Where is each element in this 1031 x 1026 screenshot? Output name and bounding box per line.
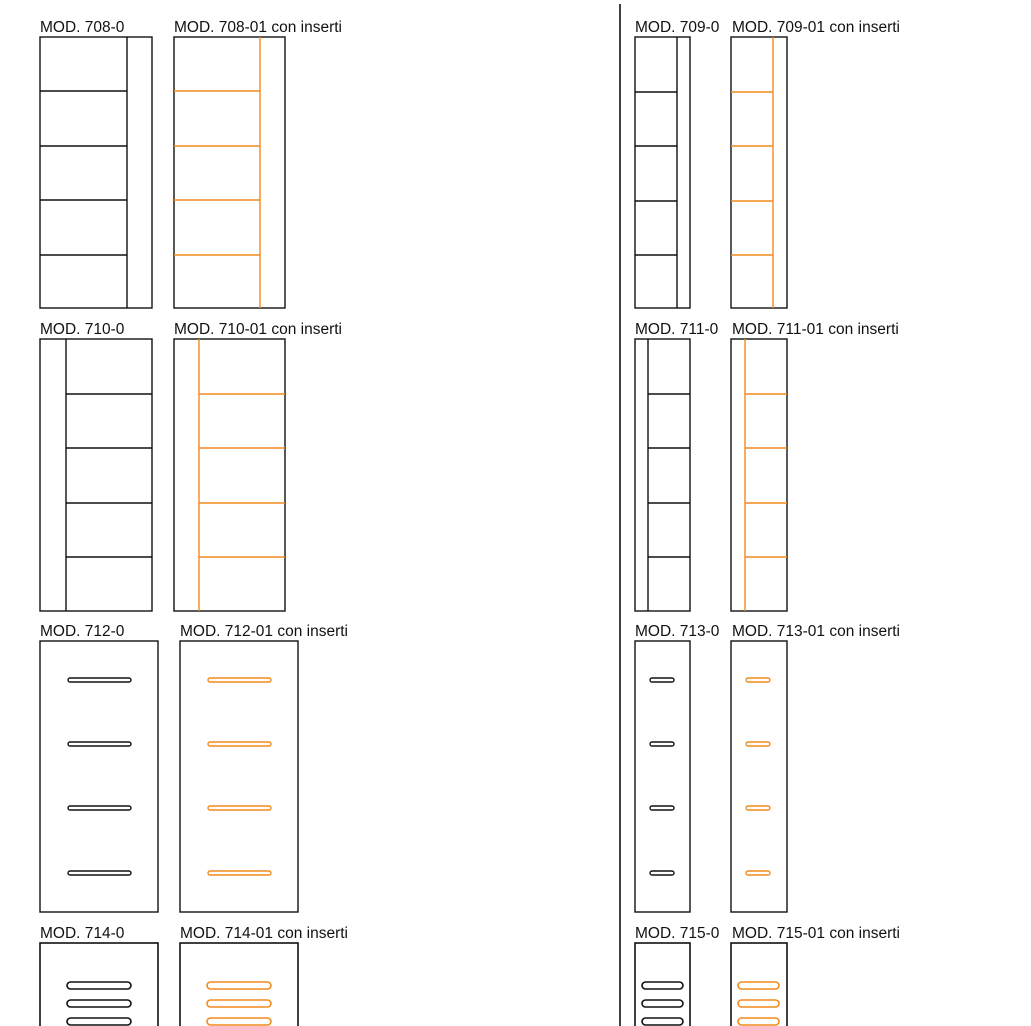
door-mod-713-0 <box>635 641 690 912</box>
door-mod-715-01 <box>731 943 787 1026</box>
label-mod-713-0: MOD. 713-0 <box>635 623 720 640</box>
label-mod-709-0: MOD. 709-0 <box>635 19 720 36</box>
door-mod-715-0 <box>635 943 690 1026</box>
door-mod-711-01 <box>731 339 787 611</box>
door-mod-714-01 <box>180 943 298 1026</box>
door-mod-710-01 <box>174 339 285 611</box>
door-mod-708-01 <box>174 37 285 308</box>
door-mod-709-01 <box>731 37 787 308</box>
label-mod-712-0: MOD. 712-0 <box>40 623 125 640</box>
door-mod-713-01 <box>731 641 787 912</box>
label-mod-715-0: MOD. 715-0 <box>635 925 720 942</box>
door-mod-710-0 <box>40 339 152 611</box>
label-mod-714-0: MOD. 714-0 <box>40 925 125 942</box>
label-mod-711-0: MOD. 711-0 <box>635 321 719 338</box>
door-mod-711-0 <box>635 339 690 611</box>
door-mod-709-0 <box>635 37 690 308</box>
label-mod-711-01: MOD. 711-01 con inserti <box>732 321 899 338</box>
door-mod-714-0 <box>40 943 158 1026</box>
label-mod-712-01: MOD. 712-01 con inserti <box>180 623 348 640</box>
door-mod-712-01 <box>180 641 298 912</box>
label-mod-713-01: MOD. 713-01 con inserti <box>732 623 900 640</box>
label-mod-710-0: MOD. 710-0 <box>40 321 125 338</box>
label-mod-715-01: MOD. 715-01 con inserti <box>732 925 900 942</box>
label-mod-709-01: MOD. 709-01 con inserti <box>732 19 900 36</box>
door-mod-708-0 <box>40 37 152 308</box>
label-mod-710-01: MOD. 710-01 con inserti <box>174 321 342 338</box>
label-mod-708-01: MOD. 708-01 con inserti <box>174 19 342 36</box>
label-mod-708-0: MOD. 708-0 <box>40 19 125 36</box>
label-mod-714-01: MOD. 714-01 con inserti <box>180 925 348 942</box>
door-mod-712-0 <box>40 641 158 912</box>
